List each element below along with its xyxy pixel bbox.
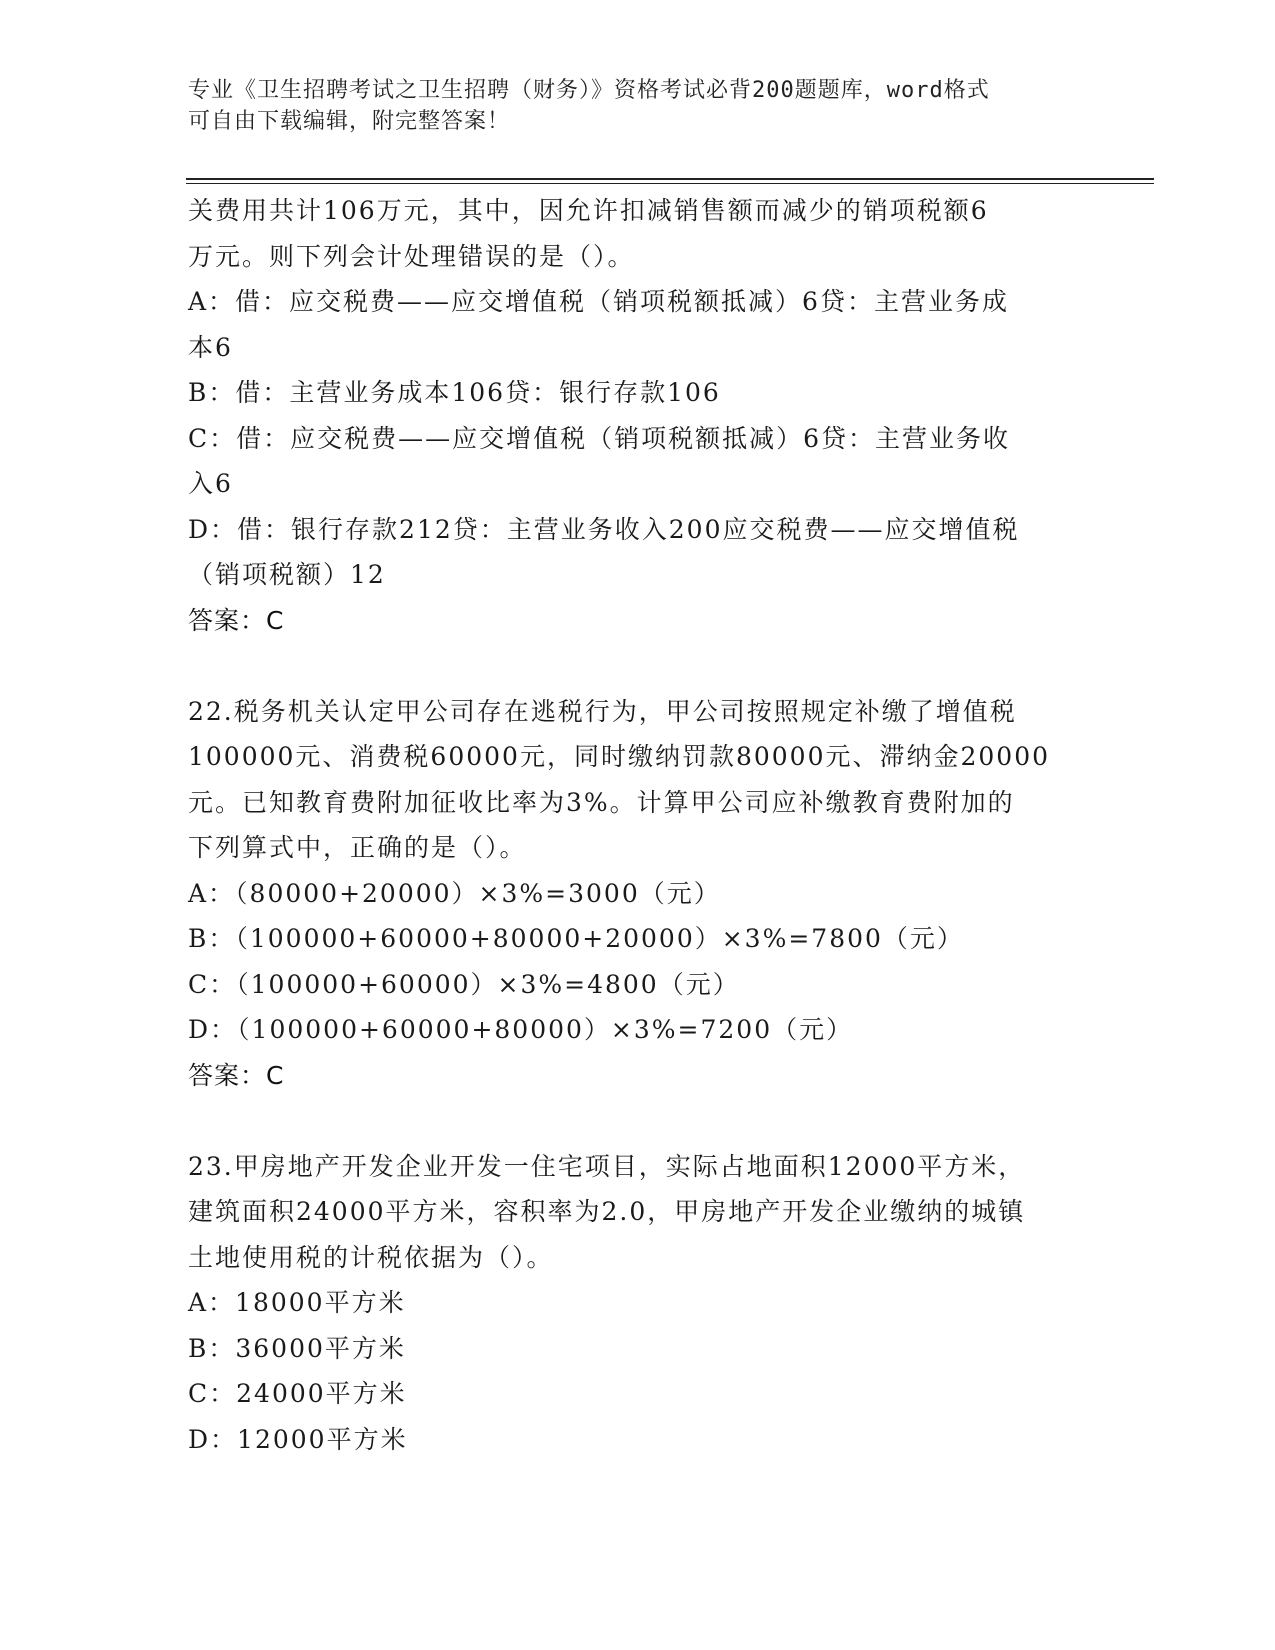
document-header <box>188 75 1088 137</box>
question-23 <box>188 1144 1088 1463</box>
option-d-line: D：12000平方米 <box>188 1424 408 1454</box>
option-c-line: C：（100000+60000）×3%=4800（元） <box>188 969 740 999</box>
option-a-line: A：18000平方米 <box>188 1288 406 1317</box>
question-stem-line: 100000元、消费税60000元，同时缴纳罚款80000元、滞纳金20000 <box>188 742 1051 771</box>
option-c-line: 入6 <box>188 469 233 498</box>
header-line-2: 可自由下载编辑，附完整答案！ <box>188 109 511 134</box>
answer-label: 答案：C <box>188 1060 285 1090</box>
option-b-line: B：借：主营业务成本106贷：银行存款106 <box>188 378 721 407</box>
option-b-line: B：（100000+60000+80000+20000）×3%=7800（元） <box>188 924 964 953</box>
option-a-line: 本6 <box>188 332 233 362</box>
option-d-line: D：（100000+60000+80000）×3%=7200（元） <box>188 1015 854 1044</box>
document-body <box>188 188 1088 1462</box>
question-stem-line: 建筑面积24000平方米，容积率为2.0，甲房地产开发企业缴纳的城镇 <box>188 1197 1026 1226</box>
question-stem-line: 关费用共计106万元，其中，因允许扣减销售额而减少的销项税额6 <box>188 196 989 225</box>
question-stem-line: 下列算式中，正确的是（）。 <box>188 833 527 862</box>
header-divider-thin <box>186 183 1154 184</box>
spacer <box>188 1098 1088 1144</box>
option-b-line: B：36000平方米 <box>188 1333 406 1363</box>
option-d-line: D：借：银行存款212贷：主营业务收入200应交税费——应交增值税 <box>188 514 1020 544</box>
header-divider-thick <box>186 178 1154 180</box>
header-line-1: 专业《卫生招聘考试之卫生招聘（财务）》资格考试必背200题题库，word格式 <box>188 78 990 103</box>
option-a-line: A：（80000+20000）×3%=3000（元） <box>188 878 721 908</box>
question-stem-line: 土地使用税的计税依据为（）。 <box>188 1242 554 1272</box>
question-stem-line: 22.税务机关认定甲公司存在逃税行为，甲公司按照规定补缴了增值税 <box>188 696 1017 726</box>
answer-label: 答案：C <box>188 605 285 635</box>
question-stem-line: 元。已知教育费附加征收比率为3%。计算甲公司应补缴教育费附加的 <box>188 787 1015 817</box>
question-21 <box>188 188 1088 643</box>
question-stem-line: 万元。则下列会计处理错误的是（）。 <box>188 241 635 271</box>
option-c-line: C：借：应交税费——应交增值税（销项税额抵减）6贷：主营业务收 <box>188 423 1011 453</box>
spacer <box>188 643 1088 689</box>
option-d-line: （销项税额）12 <box>188 560 386 589</box>
question-22 <box>188 689 1088 1099</box>
question-stem-line: 23.甲房地产开发企业开发一住宅项目，实际占地面积12000平方米， <box>188 1151 1026 1181</box>
option-c-line: C：24000平方米 <box>188 1379 407 1408</box>
option-a-line: A：借：应交税费——应交增值税（销项税额抵减）6贷：主营业务成 <box>188 287 1009 316</box>
